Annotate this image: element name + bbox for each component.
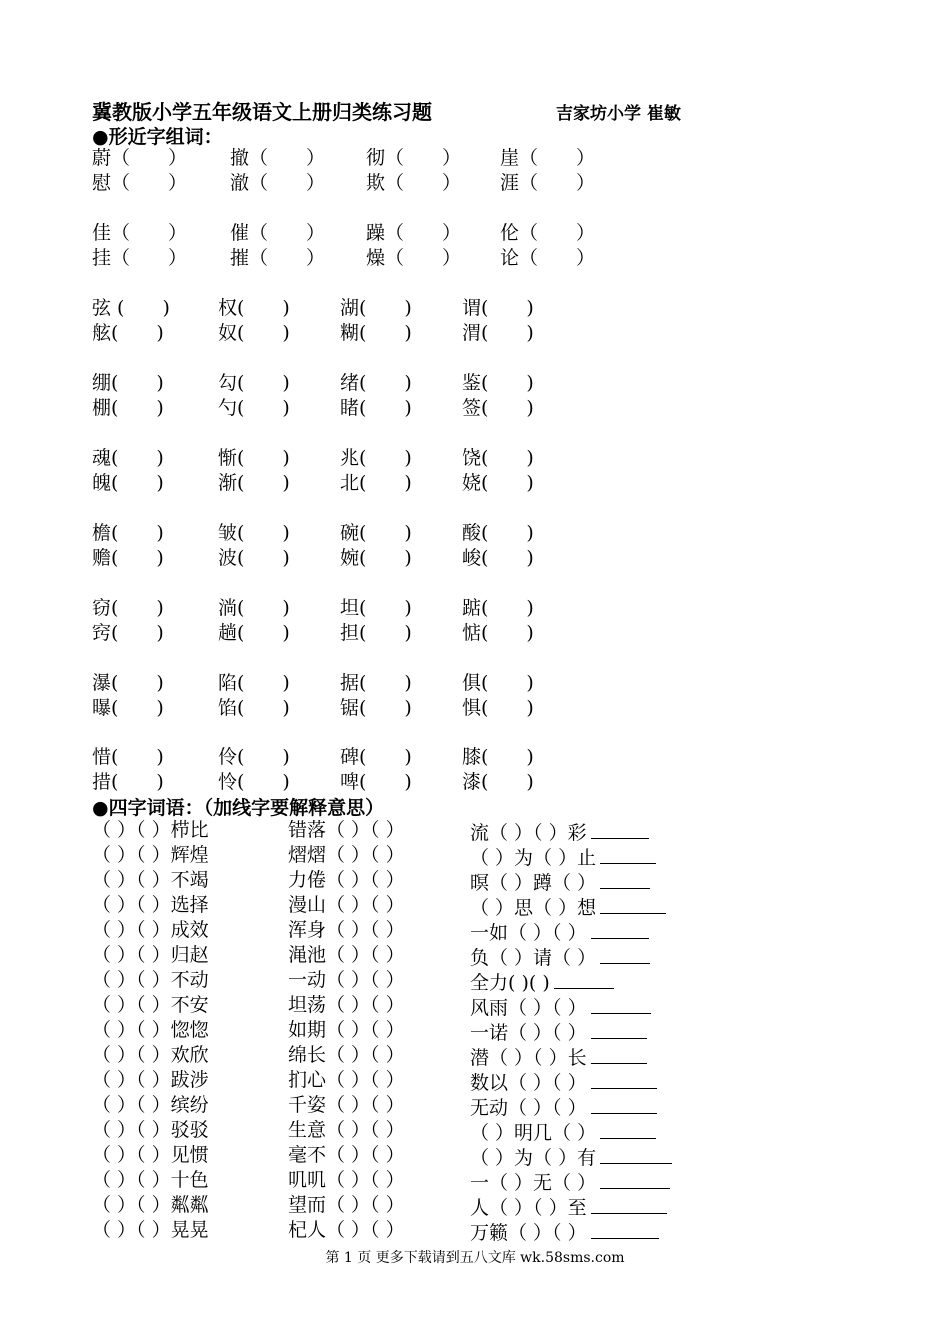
idiom-item — [288, 893, 405, 918]
idiom-item — [92, 1193, 209, 1218]
answer-line — [591, 1093, 657, 1114]
word-blank-item: 燥（ ） — [366, 247, 462, 269]
idiom-text: 一动（ ）（ ） — [288, 969, 405, 991]
answer-line — [591, 1043, 647, 1064]
idiom-text: （ ）（ ）欢欣 — [92, 1044, 209, 1066]
word-blank-item: 躁（ ） — [366, 222, 462, 244]
word-blank-item: 峻( ) — [462, 547, 534, 569]
idiom-text: （ ）（ ）选择 — [92, 894, 209, 916]
idiom-text: 渑池（ ）（ ） — [288, 944, 405, 966]
idiom-answer-item — [470, 1168, 670, 1196]
idiom-answer-item — [470, 918, 649, 946]
idiom-text: 潜（ ）（ ）长 — [470, 1047, 587, 1069]
word-blank-item: 签( ) — [462, 397, 534, 419]
idiom-text: （ ）（ ）辉煌 — [92, 844, 209, 866]
idiom-answer-item — [470, 1118, 656, 1146]
idiom-text: 绵长（ ）（ ） — [288, 1044, 405, 1066]
idiom-item — [92, 1093, 209, 1118]
idiom-item — [92, 1068, 209, 1093]
word-blank-item: 锯( ) — [340, 697, 412, 719]
idiom-answer-item — [470, 1018, 647, 1046]
word-blank-item: 怜( ) — [218, 771, 290, 793]
word-blank-item: 瀑( ) — [92, 672, 164, 694]
word-blank-item: 彻（ ） — [366, 147, 462, 169]
idiom-answer-item — [470, 893, 666, 921]
idiom-text: 扪心（ ）（ ） — [288, 1069, 405, 1091]
idiom-text: 数以（ ）（ ） — [470, 1072, 587, 1094]
idiom-text: （ ）（ ）不竭 — [92, 869, 209, 891]
page-footer: 第 1 页 更多下载请到五八文库 wk.58sms.com — [325, 1250, 625, 1266]
word-blank-item: 淌( ) — [218, 597, 290, 619]
idiom-item — [288, 843, 405, 868]
idiom-text: （ ）为（ ）有 — [470, 1147, 597, 1169]
word-blank-item: 酸( ) — [462, 522, 534, 544]
word-blank-item: 兆( ) — [340, 447, 412, 469]
idiom-item — [92, 1118, 209, 1143]
word-blank-item: 据( ) — [340, 672, 412, 694]
answer-line — [600, 1118, 656, 1139]
word-blank-item: 绷( ) — [92, 372, 164, 394]
word-blank-item: 勾( ) — [218, 372, 290, 394]
word-blank-item: 措( ) — [92, 771, 164, 793]
idiom-item — [92, 968, 209, 993]
answer-line — [591, 918, 649, 939]
idiom-text: 负（ ）请（ ） — [470, 947, 597, 969]
word-blank-item: 曝( ) — [92, 697, 164, 719]
word-blank-item: 摧（ ） — [230, 247, 326, 269]
word-blank-item: 崖（ ） — [500, 147, 596, 169]
idiom-answer-item — [470, 1143, 672, 1171]
word-blank-item: 膝( ) — [462, 746, 534, 768]
idiom-item — [288, 1193, 405, 1218]
idiom-answer-item — [470, 1043, 647, 1071]
word-blank-item: 论（ ） — [500, 247, 596, 269]
word-blank-item: 踮( ) — [462, 597, 534, 619]
idiom-text: 一诺（ ）（ ） — [470, 1022, 587, 1044]
word-blank-item: 檐( ) — [92, 522, 164, 544]
word-blank-item: 漆( ) — [462, 771, 534, 793]
word-blank-item: 伦（ ） — [500, 222, 596, 244]
idiom-text: （ ）（ ）归赵 — [92, 944, 209, 966]
idiom-item — [92, 1043, 209, 1068]
idiom-text: 坦荡（ ）（ ） — [288, 994, 405, 1016]
word-blank-item: 馅( ) — [218, 697, 290, 719]
word-blank-item: 佳（ ） — [92, 222, 188, 244]
word-blank-item: 俱( ) — [462, 672, 534, 694]
idiom-item — [92, 1018, 209, 1043]
idiom-text: 浑身（ ）（ ） — [288, 919, 405, 941]
word-blank-item: 波( ) — [218, 547, 290, 569]
idiom-answer-item — [470, 1218, 659, 1246]
idiom-text: 无动（ ）（ ） — [470, 1097, 587, 1119]
word-blank-item: 婉( ) — [340, 547, 412, 569]
word-blank-item: 皱( ) — [218, 522, 290, 544]
idiom-answer-item — [470, 1193, 667, 1221]
word-blank-item: 魄( ) — [92, 472, 164, 494]
idiom-text: （ ）（ ）十色 — [92, 1169, 209, 1191]
word-blank-item: 陷( ) — [218, 672, 290, 694]
idiom-item — [92, 868, 209, 893]
idiom-text: 漫山（ ）（ ） — [288, 894, 405, 916]
word-blank-item: 惦( ) — [462, 622, 534, 644]
word-blank-item: 窍( ) — [92, 622, 164, 644]
word-blank-item: 饶( ) — [462, 447, 534, 469]
word-blank-item: 舷( ) — [92, 322, 164, 344]
answer-line — [591, 1218, 659, 1239]
idiom-text: 流（ ）（ ）彩 — [470, 822, 587, 844]
idiom-item — [92, 993, 209, 1018]
idiom-text: 叽叽（ ）（ ） — [288, 1169, 405, 1191]
word-blank-item: 渐( ) — [218, 472, 290, 494]
idiom-item — [288, 1143, 405, 1168]
idiom-text: 熠熠（ ）（ ） — [288, 844, 405, 866]
idiom-text: （ ）（ ）不动 — [92, 969, 209, 991]
idiom-text: 万籁（ ）（ ） — [470, 1222, 587, 1244]
idiom-item — [92, 893, 209, 918]
idiom-text: （ ）（ ）成效 — [92, 919, 209, 941]
idiom-text: （ ）思（ ）想 — [470, 897, 597, 919]
word-blank-item: 澈（ ） — [230, 172, 326, 194]
idiom-item — [92, 943, 209, 968]
word-blank-item: 伶( ) — [218, 746, 290, 768]
idiom-text: 毫不（ ）（ ） — [288, 1144, 405, 1166]
idiom-text: （ ）（ ）缤纷 — [92, 1094, 209, 1116]
answer-line — [600, 943, 650, 964]
idiom-item — [288, 943, 405, 968]
word-blank-item: 欺（ ） — [366, 172, 462, 194]
idiom-item — [288, 818, 405, 843]
idiom-text: 千姿（ ）（ ） — [288, 1094, 405, 1116]
answer-line — [600, 868, 650, 889]
idiom-text: （ ）为（ ）止 — [470, 847, 597, 869]
idiom-item — [288, 1043, 405, 1068]
word-blank-item: 担( ) — [340, 622, 412, 644]
word-blank-item: 惭( ) — [218, 447, 290, 469]
section-heading-four-character-idioms: ●四字词语：（加线字要解释意思） — [92, 797, 385, 819]
idiom-answer-item — [470, 843, 656, 871]
answer-line — [591, 993, 651, 1014]
word-blank-item: 碗( ) — [340, 522, 412, 544]
word-blank-item: 北( ) — [340, 472, 412, 494]
word-blank-item: 趟( ) — [218, 622, 290, 644]
idiom-item — [288, 918, 405, 943]
word-blank-item: 撤（ ） — [230, 147, 326, 169]
idiom-answer-item — [470, 943, 650, 971]
word-blank-item: 慰（ ） — [92, 172, 188, 194]
word-blank-item: 湖( ) — [340, 297, 412, 319]
idiom-text: （ ）（ ）惚惚 — [92, 1019, 209, 1041]
idiom-text: 一如（ ）（ ） — [470, 922, 587, 944]
idiom-text: 如期（ ）（ ） — [288, 1019, 405, 1041]
word-blank-item: 谓( ) — [462, 297, 534, 319]
idiom-text: （ ）（ ）跋涉 — [92, 1069, 209, 1091]
word-blank-item: 赡( ) — [92, 547, 164, 569]
word-blank-item: 糊( ) — [340, 322, 412, 344]
idiom-answer-item — [470, 968, 614, 996]
idiom-text: （ ）（ ）驳驳 — [92, 1119, 209, 1141]
word-blank-item: 坦( ) — [340, 597, 412, 619]
idiom-answer-item — [470, 993, 651, 1021]
answer-line — [591, 1193, 667, 1214]
word-blank-item: 窃( ) — [92, 597, 164, 619]
word-blank-item: 魂( ) — [92, 447, 164, 469]
idiom-item — [288, 1018, 405, 1043]
word-blank-item: 棚( ) — [92, 397, 164, 419]
idiom-item — [92, 1168, 209, 1193]
idiom-item — [288, 993, 405, 1018]
word-blank-item: 绪( ) — [340, 372, 412, 394]
idiom-item — [288, 868, 405, 893]
section-heading-similar-characters: ●形近字组词： — [92, 126, 223, 148]
word-blank-item: 娆( ) — [462, 472, 534, 494]
idiom-text: （ ）明几（ ） — [470, 1122, 597, 1144]
word-blank-item: 惧( ) — [462, 697, 534, 719]
idiom-item — [92, 1218, 209, 1243]
word-blank-item: 勺( ) — [218, 397, 290, 419]
word-blank-item: 惜( ) — [92, 746, 164, 768]
idiom-answer-item — [470, 1093, 657, 1121]
idiom-text: 望而（ ）（ ） — [288, 1194, 405, 1216]
idiom-item — [92, 818, 209, 843]
word-blank-item: 啤( ) — [340, 771, 412, 793]
word-blank-item: 挂（ ） — [92, 247, 188, 269]
word-blank-item: 奴( ) — [218, 322, 290, 344]
idiom-item — [92, 918, 209, 943]
idiom-text: （ ）（ ）栉比 — [92, 819, 209, 841]
idiom-answer-item — [470, 1068, 657, 1096]
word-blank-item: 涯（ ） — [500, 172, 596, 194]
idiom-text: （ ）（ ）粼粼 — [92, 1194, 209, 1216]
idiom-text: 暝（ ）蹲（ ） — [470, 872, 597, 894]
answer-line — [554, 968, 614, 989]
idiom-text: （ ）（ ）不安 — [92, 994, 209, 1016]
word-blank-item: 睹( ) — [340, 397, 412, 419]
answer-line — [600, 1143, 672, 1164]
author-line: 吉家坊小学 崔敏 — [556, 104, 681, 124]
idiom-text: 人（ ）（ ）至 — [470, 1197, 587, 1219]
idiom-text: 风雨（ ）（ ） — [470, 997, 587, 1019]
idiom-text: 杞人（ ）（ ） — [288, 1219, 405, 1241]
idiom-text: 力倦（ ）（ ） — [288, 869, 405, 891]
answer-line — [591, 1018, 647, 1039]
word-blank-item: 鉴( ) — [462, 372, 534, 394]
idiom-item — [288, 1218, 405, 1243]
idiom-item — [288, 1093, 405, 1118]
answer-line — [600, 893, 666, 914]
answer-line — [591, 818, 649, 839]
idiom-text: （ ）（ ）晃晃 — [92, 1219, 209, 1241]
answer-line — [600, 1168, 670, 1189]
idiom-item — [288, 1168, 405, 1193]
idiom-text: 全力( )( ) — [470, 972, 550, 994]
word-blank-item: 权( ) — [218, 297, 290, 319]
word-blank-item: 弦 ( ) — [92, 297, 170, 319]
idiom-text: （ ）（ ）见惯 — [92, 1144, 209, 1166]
idiom-text: 错落（ ）（ ） — [288, 819, 405, 841]
word-blank-item: 碑( ) — [340, 746, 412, 768]
idiom-answer-item — [470, 868, 650, 896]
word-blank-item: 催（ ） — [230, 222, 326, 244]
idiom-text: 一（ ）无（ ） — [470, 1172, 597, 1194]
word-blank-item: 渭( ) — [462, 322, 534, 344]
idiom-item — [288, 968, 405, 993]
idiom-text: 生意（ ）（ ） — [288, 1119, 405, 1141]
answer-line — [591, 1068, 657, 1089]
idiom-item — [288, 1118, 405, 1143]
page-title: 冀教版小学五年级语文上册归类练习题 — [92, 100, 432, 124]
idiom-item — [288, 1068, 405, 1093]
idiom-item — [92, 843, 209, 868]
idiom-item — [92, 1143, 209, 1168]
word-blank-item: 蔚（ ） — [92, 147, 188, 169]
answer-line — [600, 843, 656, 864]
idiom-answer-item — [470, 818, 649, 846]
